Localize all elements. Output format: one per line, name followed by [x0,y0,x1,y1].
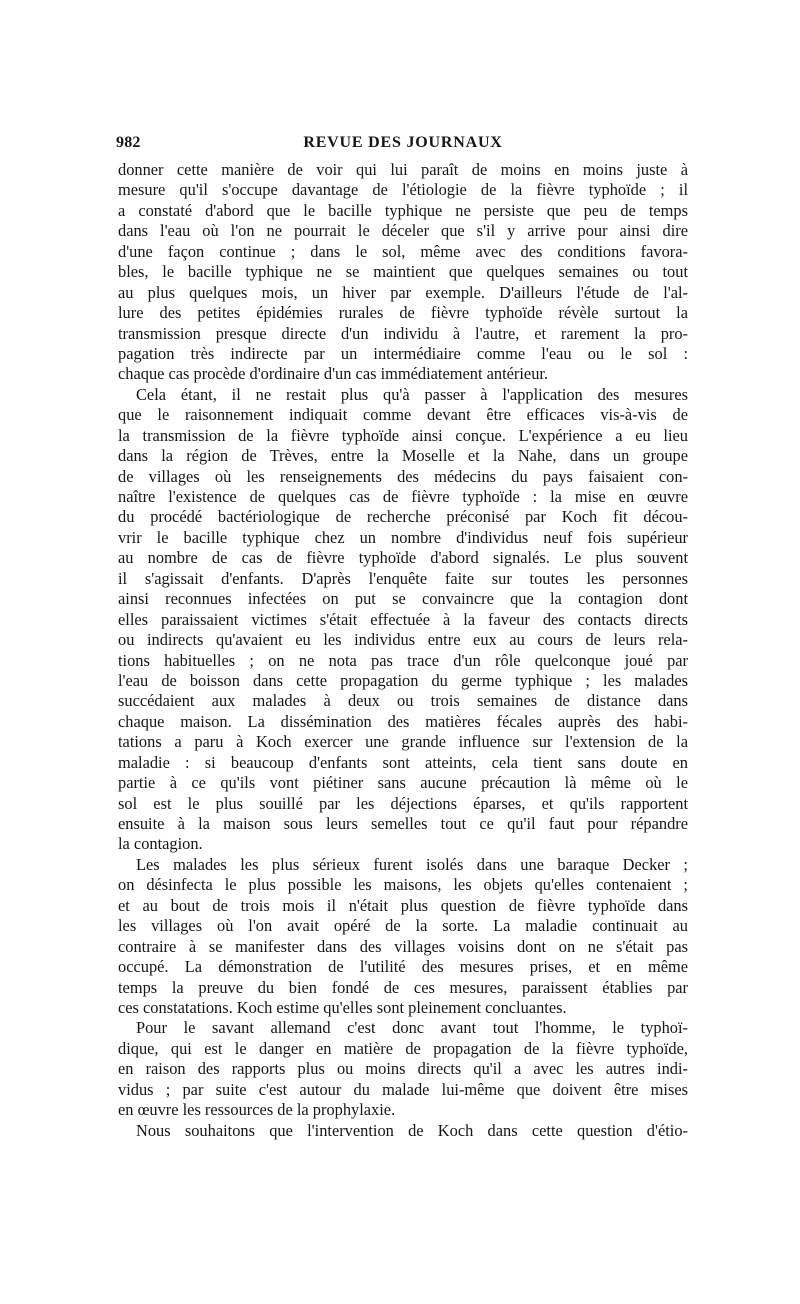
paragraph [118,160,688,385]
running-header [118,134,688,160]
text-line: chaque maison. La dissémination des matières fécales auprès des habi- [118,711,688,731]
text-line: succédaient aux malades à deux ou trois semaines de distance dans [118,691,688,711]
text-line: contraire à se manifester dans des villages voisins dont on ne s'était pas [118,936,688,956]
text-line: mesure qu'il s'occupe davantage de l'étiologie de la fièvre typhoïde ; il [118,180,688,200]
text-line: tions habituelles ; on ne nota pas trace d'un rôle quelconque joué par [118,650,688,670]
text-line: dans l'eau où l'on ne pourrait le déceler que s'il y arrive pour ainsi dire [118,221,688,241]
text-line: on désinfecta le plus possible les maisons, les objets qu'elles contenaient ; [118,875,688,895]
body-text [118,160,688,1141]
text-line: dique, qui est le danger en matière de propagation de la fièvre typhoïde, [118,1038,688,1058]
text-line: et au bout de trois mois il n'était plus question de fièvre typhoïde dans [118,895,688,915]
text-line: Cela étant, il ne restait plus qu'à passer à l'application des mesures [136,384,688,404]
text-line: tations a paru à Koch exercer une grande influence sur l'extension de la [118,732,688,752]
journal-title: REVUE DES JOURNAUX [303,134,503,151]
text-line: vrir le bacille typhique chez un nombre d'individus neuf fois supérieur [118,527,688,547]
text-line: transmission presque directe d'un individu à l'autre, et rarement la pro- [118,323,688,343]
text-line: que le raisonnement indiquait comme devant être efficaces vis-à-vis de [118,405,688,425]
text-line: dans la région de Trèves, entre la Moselle et la Nahe, dans un groupe [118,446,688,466]
text-line: la transmission de la fièvre typhoïde ainsi conçue. L'expérience a eu lieu [118,425,688,445]
text-line: chaque cas procède d'ordinaire d'un cas immédiatement antérieur. [118,364,549,384]
paragraph [118,1018,688,1120]
text-line: a constaté d'abord que le bacille typhique ne persiste que peu de temps [118,200,688,220]
text-line: au nombre de cas de fièvre typhoïde d'abord signalés. Le plus souvent [118,548,688,568]
text-line: vidus ; par suite c'est autour du malade lui-même que doivent être mises [118,1079,688,1099]
text-line: en œuvre les ressources de la prophylaxie. [118,1100,396,1120]
text-line: ou indirects qu'avaient eu les individus entre eux au cours de leurs rela- [118,630,688,650]
page-number: 982 [116,134,141,151]
text-line: occupé. La démonstration de l'utilité des mesures prises, et en même [118,957,688,977]
text-line: ensuite à la maison sous leurs semelles tout ce qu'il faut pour répandre [118,814,688,833]
text-line: de villages où les renseignements des médecins du pays faisaient con- [118,466,688,486]
text-line: pagation très indirecte par un intermédiaire comme l'eau ou le sol : [118,343,688,363]
paragraph [118,385,688,855]
text-line: ces constatations. Koch estime qu'elles sont pleinement concluantes. [118,997,567,1017]
text-line: en raison des rapports plus ou moins directs qu'il a avec les autres indi- [118,1059,688,1079]
text-line: naître l'existence de quelques cas de fièvre typhoïde : la mise en œuvre [118,487,688,506]
text-line: Nous souhaitons que l'intervention de Koch dans cette question d'étio- [136,1120,688,1140]
text-line: la contagion. [118,834,203,854]
text-line: bles, le bacille typhique ne se maintient que quelques semaines ou tout [118,262,688,282]
text-line: il s'agissait d'enfants. D'après l'enquête faite sur toutes les personnes [118,568,688,588]
text-line: donner cette manière de voir qui lui paraît de moins en moins juste à [118,160,688,179]
text-line: sol est le plus souillé par les déjections éparses, et qu'ils rapportent [118,793,688,813]
text-line: Les malades les plus sérieux furent isolés dans une baraque Decker ; [136,854,688,874]
text-line: ainsi reconnues infectées on put se convaincre que la contagion dont [118,589,688,609]
text-line: elles paraissaient victimes s'était effectuée à la faveur des contacts directs [118,609,688,629]
text-line: d'une façon continue ; dans le sol, même avec des conditions favora- [118,241,688,261]
text-line: Pour le savant allemand c'est donc avant tout l'homme, le typhoï- [136,1018,688,1038]
text-line: maladie : si beaucoup d'enfants sont atteints, cela tient sans doute en [118,752,688,772]
text-line: l'eau de boisson dans cette propagation du germe typhique ; les malades [118,670,688,690]
paragraph [118,1121,688,1141]
text-line: partie à ce qu'ils vont piétiner sans aucune précaution là même où le [118,773,688,793]
text-line: temps la preuve du bien fondé de ces mesures, paraissent établies par [118,977,688,997]
text-line: au plus quelques mois, un hiver par exemple. D'ailleurs l'étude de l'al- [118,282,688,302]
document-page [118,134,688,1141]
text-line: lure des petites épidémies rurales de fièvre typhoïde révèle surtout la [118,303,688,323]
text-line: les villages où l'on avait opéré de la sorte. La maladie continuait au [118,916,688,936]
text-line: du procédé bactériologique de recherche préconisé par Koch fit décou- [118,507,688,527]
paragraph [118,855,688,1019]
